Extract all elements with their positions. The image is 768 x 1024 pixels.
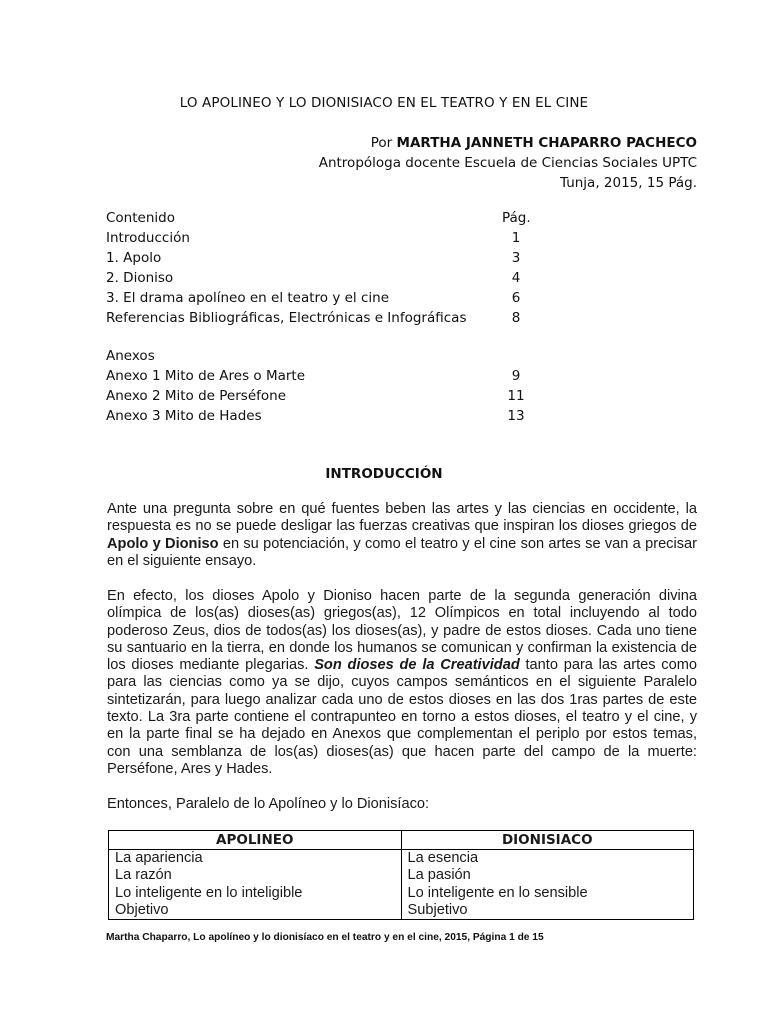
- toc-annex-label: Anexo 3 Mito de Hades: [106, 408, 262, 424]
- paragraph-intro: [107, 501, 697, 570]
- table-cell: La pasión: [401, 867, 694, 884]
- toc-item-label: Introducción: [106, 230, 190, 246]
- parallel-table: [108, 830, 694, 920]
- toc-item: [106, 310, 546, 330]
- toc-item-label: 3. El drama apolíneo en el teatro y el cine: [106, 290, 389, 306]
- toc-annex-item: [106, 368, 546, 388]
- table-header-row: [109, 831, 694, 850]
- table-cell: La apariencia: [109, 850, 402, 868]
- document-title: LO APOLINEO Y LO DIONISIACO EN EL TEATRO Y EN EL CINE: [179, 95, 589, 111]
- toc-item-label: 1. Apolo: [106, 250, 162, 266]
- paragraph-text: en su potenciación, y como el teatro y el cine son artes se van a precisar en el siguiente ensayo.: [107, 535, 697, 569]
- paragraph-paralelo: Entonces, Paralelo de lo Apolíneo y lo Dionisíaco:: [107, 796, 430, 812]
- table-cell: La esencia: [401, 850, 694, 868]
- byline-author: MARTHA JANNETH CHAPARRO PACHECO: [396, 135, 697, 151]
- table-cell: Lo inteligente en lo sensible: [401, 885, 694, 902]
- toc-item-label: 2. Dioniso: [106, 270, 174, 286]
- toc-annex-label: Anexo 2 Mito de Perséfone: [106, 388, 287, 404]
- table-cell: La razón: [109, 867, 402, 884]
- toc-item-page: 8: [511, 310, 521, 326]
- toc-annex-title: [106, 348, 546, 368]
- paragraph-text: tanto para las artes como para las ciencias como ya se dijo, cuyos campos semánticos en el siguiente Paralelo sintetizarán, para luego analizar cada uno de estos dioses en las dos 1ras partes de este texto. La 3ra parte contiene el contrapunteo en torno a estos dioses, el teatro y el cine, y en la parte final se ha dejado en Anexos que complementan el periplo por estos temas, con una semblanza de los(as) dioses(as) que hacen parte del campo de la muerte: Perséfone, Ares y Hades.: [107, 657, 697, 777]
- table-row: [109, 885, 694, 902]
- byline-place-date: Tunja, 2015, 15 Pág.: [560, 175, 697, 191]
- table-cell: Objetivo: [109, 902, 402, 920]
- table-cell: Subjetivo: [401, 902, 694, 920]
- page-footer: Martha Chaparro, Lo apolíneo y lo dionisíaco en el teatro y en el cine, 2015, Página 1 de 15: [106, 932, 544, 943]
- toc-item-page: 1: [511, 230, 521, 246]
- toc-item: [106, 250, 546, 270]
- toc-item: [106, 270, 546, 290]
- toc-item: [106, 290, 546, 310]
- toc-annex-page: 13: [507, 408, 525, 424]
- toc-item-label: Referencias Bibliográficas, Electrónicas e Infográficas: [106, 310, 467, 326]
- toc-header: [106, 210, 546, 230]
- table-row: [109, 850, 694, 868]
- toc-annex-title-label: Anexos: [106, 348, 155, 364]
- toc-item-page: 6: [511, 290, 521, 306]
- toc-header-page: Pág.: [502, 210, 531, 226]
- section-heading: INTRODUCCIÓN: [325, 466, 443, 482]
- table-row: [109, 902, 694, 920]
- toc-header-label: Contenido: [106, 210, 175, 226]
- toc-annex-page: 9: [511, 368, 521, 384]
- toc-item-page: 4: [511, 270, 521, 286]
- paragraph-text: Ante una pregunta sobre en qué fuentes beben las artes y las ciencias en occidente, la respuesta es no se puede desligar las fuerzas creativas que inspiran los dioses griegos de: [107, 501, 697, 535]
- paragraph-emphasis-text: Son dioses de la Creatividad: [314, 657, 520, 674]
- byline-affiliation: Antropóloga docente Escuela de Ciencias Sociales UPTC: [318, 155, 697, 171]
- byline-prefix: Por: [370, 135, 393, 151]
- paragraph-dioses: [107, 588, 697, 778]
- table-row: [109, 867, 694, 884]
- table-header-apolineo: APOLINEO: [109, 831, 402, 850]
- toc-item-page: 3: [511, 250, 521, 266]
- paragraph-text: En efecto, los dioses Apolo y Dioniso hacen parte de la segunda generación divina olímpica de los(as) dioses(as) griegos(as), 12 Olímpicos en total incluyendo al todo poderoso Zeus, dios de todos(as) los dioses(as), y padre de estos dioses. Cada uno tiene su santuario en la tierra, en donde los humanos se comunican y confirman la existencia de los dioses mediante plegarias.: [107, 588, 697, 674]
- toc-annex-page: 11: [507, 388, 525, 404]
- toc-item: [106, 230, 546, 250]
- table-header-dionisiaco: DIONISIACO: [401, 831, 694, 850]
- paragraph-bold-text: Apolo y Dioniso: [107, 535, 219, 552]
- toc-annex-item: [106, 408, 546, 428]
- table-cell: Lo inteligente en lo inteligible: [109, 885, 402, 902]
- toc-annex-item: [106, 388, 546, 408]
- toc-annex-label: Anexo 1 Mito de Ares o Marte: [106, 368, 306, 384]
- byline-author-line: [371, 135, 697, 151]
